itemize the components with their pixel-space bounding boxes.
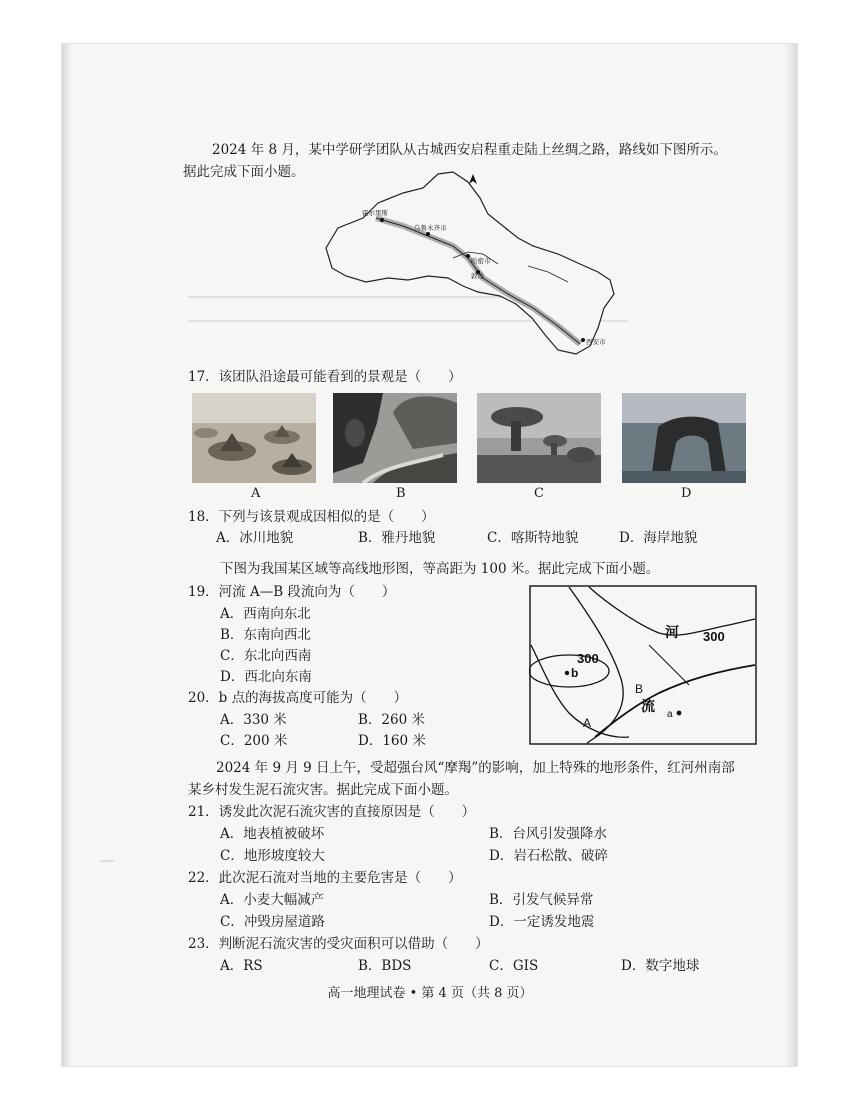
q23-option-d[interactable]: D．数字地球 [621, 958, 700, 974]
intro-1-line-1: 2024 年 8 月，某中学研学团队从古城西安启程重走陆上丝绸之路，路线如下图所示。 [212, 142, 727, 158]
map-label-xian: 西安市 [586, 338, 606, 346]
photo-b-karst-river [333, 393, 457, 483]
q19-option-c[interactable]: C．东北向西南 [220, 648, 312, 664]
page-footer: 高一地理试卷 • 第 4 页（共 8 页） [327, 986, 533, 1001]
contour-label-river-2: 流 [641, 699, 655, 715]
q22-option-d[interactable]: D．一定诱发地震 [489, 914, 595, 930]
q20-option-b[interactable]: B．260 米 [358, 712, 425, 728]
q22-option-a[interactable]: A．小麦大幅减产 [220, 892, 325, 908]
page-shadow-right [785, 44, 797, 1066]
contour-label-300-left: 300 [577, 651, 599, 666]
q22-stem: 22．此次泥石流对当地的主要危害是（ ） [188, 870, 462, 886]
q20-stem: 20．b 点的海拔高度可能为（ ） [188, 690, 408, 706]
caption-a: A [251, 486, 261, 501]
q21-option-a[interactable]: A．地表植被破坏 [220, 826, 325, 842]
q22-option-c[interactable]: C．冲毁房屋道路 [220, 914, 325, 930]
caption-d: D [681, 486, 692, 501]
q21-stem: 21．诱发此次泥石流灾害的直接原因是（ ） [188, 804, 476, 820]
map-label-urumqi: 乌鲁木齐市 [414, 224, 447, 232]
q18-option-d[interactable]: D．海岸地貌 [619, 530, 698, 546]
q18-stem: 18．下列与该景观成因相似的是（ ） [188, 509, 435, 525]
map-label-horgos: 霍尔果斯 [362, 209, 388, 217]
q21-option-c[interactable]: C．地形坡度较大 [220, 848, 325, 864]
q22-option-b[interactable]: B．引发气候异常 [489, 892, 594, 908]
q19-option-a[interactable]: A．西南向东北 [220, 606, 311, 622]
q20-option-d[interactable]: D．160 米 [358, 733, 426, 749]
map-label-dunhuang: 敦煌 [471, 272, 484, 280]
caption-c: C [534, 486, 544, 501]
q23-stem: 23．判断泥石流灾害的受灾面积可以借助（ ） [188, 936, 489, 952]
contour-label-300-right: 300 [703, 629, 725, 644]
photo-a-sand-mounds [192, 393, 316, 483]
photo-d-sea-arch [622, 393, 746, 483]
north-arrow-icon [469, 174, 477, 184]
q20-option-c[interactable]: C．200 米 [220, 733, 288, 749]
q19-option-b[interactable]: B．东南向西北 [220, 627, 311, 643]
q17-stem: 17．该团队沿途最可能看到的景观是（ ） [188, 369, 462, 385]
intro-2: 下图为我国某区域等高线地形图，等高距为 100 米。据此完成下面小题。 [220, 561, 660, 577]
q20-option-a[interactable]: A．330 米 [220, 712, 287, 728]
contour-point-b: b [571, 666, 579, 680]
q23-option-c[interactable]: C．GIS [489, 958, 539, 974]
contour-label-river-1: 河 [665, 625, 679, 641]
q23-option-b[interactable]: B．BDS [358, 958, 412, 974]
q18-option-a[interactable]: A．冰川地貌 [216, 530, 294, 546]
q19-option-d[interactable]: D．西北向东南 [220, 669, 312, 685]
contour-label-upper-b: B [635, 682, 644, 696]
silk-road-route-map [318, 168, 618, 358]
page-shadow-left [62, 44, 72, 1066]
q18-option-b[interactable]: B．雅丹地貌 [358, 530, 436, 546]
intro-3-line-2: 某乡村发生泥石流灾害。据此完成下面小题。 [188, 782, 458, 798]
caption-b: B [396, 486, 406, 501]
contour-label-upper-a: A [583, 716, 592, 730]
map-label-hami: 哈密市 [471, 257, 491, 265]
intro-1-line-2: 据此完成下面小题。 [183, 164, 305, 180]
intro-3-line-1: 2024 年 9 月 9 日上午，受超强台风“摩羯”的影响，加上特殊的地形条件，红河州南部 [216, 760, 735, 776]
q23-option-a[interactable]: A．RS [220, 958, 263, 974]
q21-option-d[interactable]: D．岩石松散、破碎 [489, 848, 608, 864]
contour-point-a: a [667, 709, 673, 720]
contour-map [529, 585, 757, 745]
q19-stem: 19．河流 A—B 段流向为（ ） [188, 584, 396, 600]
q21-option-b[interactable]: B．台风引发强降水 [489, 826, 607, 842]
photo-c-mushroom-rock [477, 393, 601, 483]
q18-option-c[interactable]: C．喀斯特地貌 [487, 530, 579, 546]
